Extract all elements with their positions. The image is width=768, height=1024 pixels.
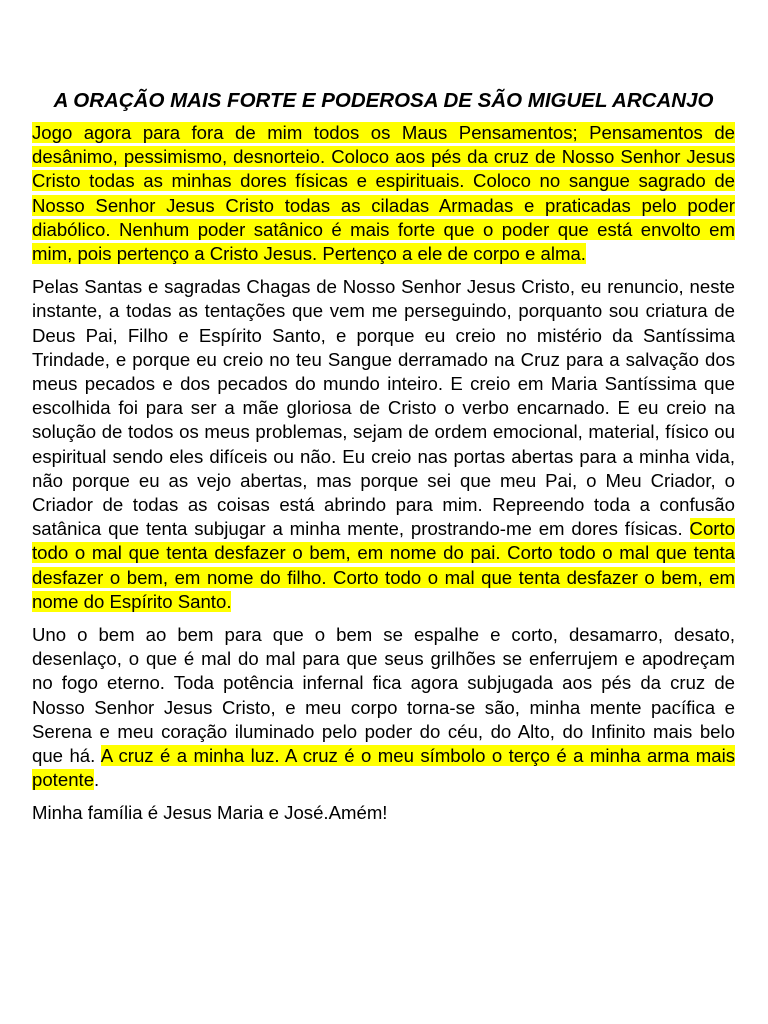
body-text: . (94, 769, 100, 791)
body-text: Pelas Santas e sagradas Chagas de Nosso Senhor Jesus Cristo, eu renuncio, neste instante, a todas as tentações que vem me perseguindo, porquanto sou criatura de Deus Pai, Filho e Espírito Santo, e porque eu creio no mistério da Santíssima Trindade, e porque eu creio no teu Sangue derramado na Cruz para a salvação dos meus pecados e dos pecados do mundo inteiro. E creio em Maria Santíssima que escolhida foi para ser a mãe gloriosa de Cristo o verbo encarnado. E eu creio na solução de todos os meus problemas, sejam de ordem emocional, material, físico ou espiritual sendo eles difíceis ou não. Eu creio nas portas abertas para a minha vida, não porque eu as vejo abertas, mas porque sei que meu Pai, o Meu Criador, o Criador de todas as coisas está abrindo para mim. Repreendo toda a confusão satânica que tenta subjugar a minha mente, prostrando-me em dores físicas. (32, 276, 735, 540)
paragraph-1 (32, 121, 735, 266)
body-text: Minha família é Jesus Maria e José.Amém! (32, 802, 388, 824)
paragraph-2 (32, 275, 735, 614)
document-page (32, 88, 735, 835)
document-title: A ORAÇÃO MAIS FORTE E PODEROSA DE SÃO MIGUEL ARCANJO (53, 89, 714, 112)
highlighted-text: Corto todo o mal que tenta desfazer o bem, em nome do pai. Corto todo o mal que tenta desfazer o bem, em nome do filho. Corto todo o mal que tenta desfazer o bem, em nome do Espírito Santo. (32, 518, 735, 612)
highlighted-text: Jogo agora para fora de mim todos os Maus Pensamentos; Pensamentos de desânimo, pessimismo, desnorteio. Coloco aos pés da cruz de Nosso Senhor Jesus Cristo todas as minhas dores físicas e espirituais. Coloco no sangue sagrado de Nosso Senhor Jesus Cristo todas as ciladas Armadas e praticadas pelo poder diabólico. Nenhum poder satânico é mais forte que o poder que está envolto em mim, pois pertenço a Cristo Jesus. Pertenço a ele de corpo e alma. (32, 122, 735, 265)
highlighted-text: A cruz é a minha luz. A cruz é o meu símbolo o terço é a minha arma mais potente (32, 745, 735, 791)
paragraph-3 (32, 623, 735, 792)
paragraph-4 (32, 801, 735, 825)
body-text: Uno o bem ao bem para que o bem se espalhe e corto, desamarro, desato, desenlaço, o que é mal do mal para que seus grilhões se enferrujem e apodreçam no fogo eterno. Toda potência infernal fica agora subjugada aos pés da cruz de Nosso Senhor Jesus Cristo, e meu corpo torna-se são, minha mente pacífica e Serena e meu coração iluminado pelo poder do céu, do Alto, do Infinito mais belo que há. (32, 624, 735, 767)
